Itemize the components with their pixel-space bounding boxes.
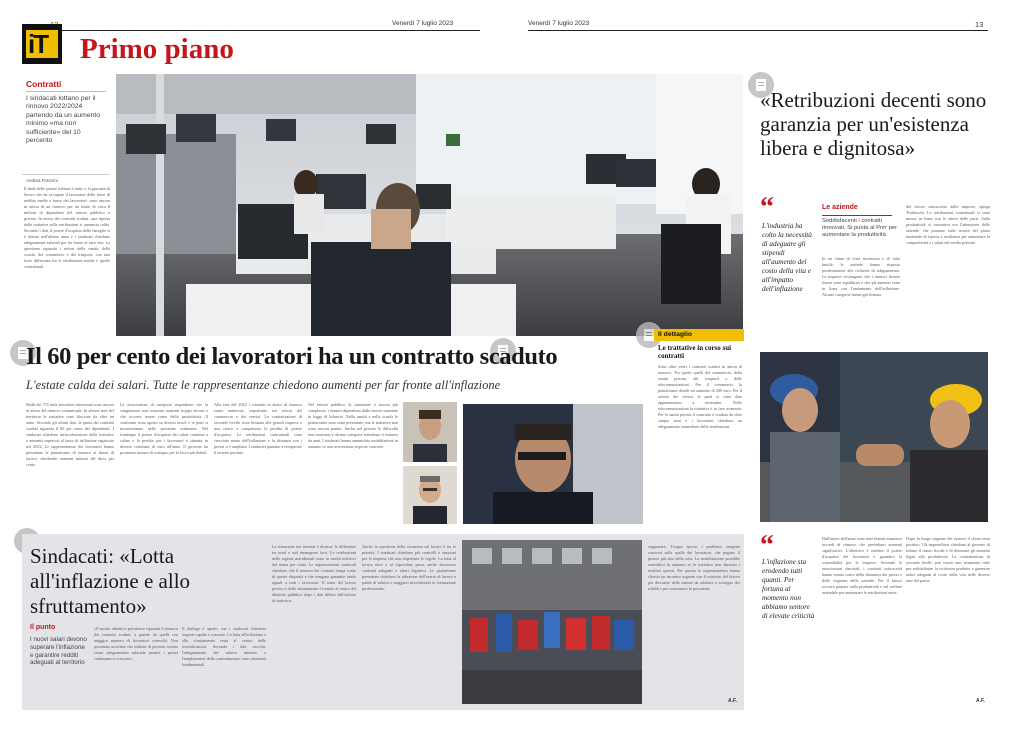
protest-photo [462,540,642,704]
punto-label: Il punto [30,624,56,631]
dettaglio-title: Le trattative in corso sui contratti [658,344,732,360]
right-quote: «Retribuzioni decenti sono garanzia per un'esistenza libera e dignitosa» [760,88,987,160]
aziende-label: Le aziende [822,204,858,211]
quote-mark-icon: “ [760,192,774,223]
sidebar-body-text: Il dado delle piazze italiane è tratto e la giornata di lavoro che ha occupato il lavoratori delle fasce di reddito medie e basse dei lavoratori: sono ancora in attesa di un rinnovo per un totale di circa 8 milioni di dipendenti del settore pubblico e privato. In attesa dei contratti scaduti, una ripresa delle trattative sulle retribuzioni si annuncia calda. Secondo i dati, il potere d'acquisto delle famiglie si è ridotto nell'ultimo anno e i sindacati chiedono adeguamenti salariali per far fronte al caro vita. La questione riguarda i settori della sanità, della scuola, del commercio e dei trasporti, con una forte differenza tra le retribuzioni medie e quelle contrattuali. [24,186,110,269]
signature-left: A.F. [728,698,737,704]
pull-quote-1: L'industria ha colto la necessità di adeguare gli stipendi all'aumento del costo della vita e all'impatto dell'inflazione [762,222,812,293]
bottom-col-2: Il dialogo è aperto, ma i sindacati chiedono risposte rapide e concrete. La lotta all'inflazione e allo sfruttamento resta al centro delle rivendicazioni. Secondo i dati raccolti, l'adeguamento del salario minimo e l'ampliamento della contrattazione sono strumenti fondamentali. [182,626,266,667]
bottom-col-4: Anche la questione della sicurezza sul lavoro è tra le priorità. I sindacati chiedono più controlli e sanzioni per le imprese che non rispettano le regole. La lotta al lavoro nero e al caporalato passa anche attraverso contratti adeguati e salari dignitosi. Le piattaforme presentate chiedono la riduzione dell'orario di lavoro a parità di salario e maggiori investimenti in formazione professionale. [362,544,456,591]
aziende-box [822,204,902,354]
bottom-col-1: «Il nostro obiettivo prioritario riguarda il rinnovo dei contratti scaduti, a partire da quelli con maggior numero di lavoratori coinvolti. Non possiamo accettare che milioni di persone restino senza adeguamento salariale mentre i prezzi continuano a crescere». [94,626,178,661]
office-photo [116,74,743,336]
pull-quote-2: L'inflazione sta erodendo tutti quanti. Per fortuna al momento non abbiamo sentore di elevate criticità [762,558,815,620]
punto-text: I nuovi salari devono superare l'inflazione e garantire redditi adeguati al territorio [30,636,87,667]
main-subhead: L'estate calda dei salari. Tutte le rappresentanze chiedono aumenti per far fronte all'inflazione [26,378,501,392]
signature-right: A.F. [976,698,985,704]
body-column-1: Molti dei 755 mila lavoratori interessati sono ancora in attesa del rinnovo contrattuale. In alcune aree del territorio le trattative sono bloccate da oltre un anno. Secondo gli ultimi dati, la quota dei contratti scaduti riguarda il 60 per cento dei dipendenti. I sindacati chiedono un'accelerazione delle trattative e aumenti superiori al tasso di inflazione registrato nel 2022. Le rappresentanze dei lavoratori hanno presentato le piattaforme di rinnovo ai datori di lavoro, chiedendo aumenti minimi del dieci per cento. [26,402,114,467]
byline: Andrea Franzini [26,178,58,183]
right-lower-col-2: Dopo la lunga stagione dei rinnovi il clima resta positivo. Gli imprenditori chiedono al governo di ridurre il cuneo fiscale e di detassare gli aumenti legati alla produttività. La contrattazione di secondo livello può essere uno strumento utile per redistribuire la ricchezza prodotta e garantire salari adeguati al costo della vita nelle diverse aree del paese. [906,536,990,583]
dettaglio-text: Sono oltre venti i contratti scaduti in attesa di rinnovo. Tra questi quelli del commercio, della sanità privata, dei trasporti e delle telecomunicazioni. Per il commercio la piattaforma chiede un aumento di 200 euro. Per il settore dei servizi le parti si sono date appuntamento a settembre. Nelle telecomunicazioni la trattativa è in fase avanzata. Per la sanità privata il contratto è scaduto da oltre cinque anni e i lavoratori chiedono un adeguamento immediato delle retribuzioni. [658,364,742,429]
section-title: Primo piano [80,33,234,65]
page-number-right: 13 [975,20,984,29]
body-column-2: Le associazioni di categoria rispondono che la congiuntura non consente aumenti troppo elevati e che occorre tenere conto della produttività. Il confronto resta aperto su diversi tavoli e le parti si incontreranno nelle prossime settimane. Nel frattempo il potere d'acquisto dei salari continua a calare e la perdita per i lavoratori è stimata in diverse centinaia di euro all'anno. Il governo ha promesso misure di sostegno per le fasce più deboli. [120,402,208,455]
date-left: Venerdì 7 luglio 2023 [392,20,454,27]
workers-handshake-photo [760,352,988,522]
dettaglio-label: Il dettaglio [654,329,744,341]
sidebar-text: I sindacati lottano per il rinnovo 2022/2024 partendo da un aumento minimo «ma non sufficiente» del 10 percento [26,95,101,145]
aziende-text: Soddisfacenti i contratti rinnovati. Si punta al Pnrr per aumentare la produttività [822,218,898,239]
bottom-headline: Sindacati: «Lotta all'inflazione e allo sfruttamento» [30,544,191,618]
sidebar-label: Contratti [26,79,62,89]
dettaglio-box [654,326,744,526]
portrait-photo-1 [403,402,457,462]
speaker-photo [463,404,643,524]
logo-text: iT [28,29,48,59]
main-headline: Il 60 per cento dei lavoratori ha un contratto scaduto [26,343,558,370]
right-lower-col-1: Dall'inizio dell'anno sono stati firmati numerosi accordi di rinnovo che prevedono aumenti significativi. L'obiettivo è tutelare il potere d'acquisto dei lavoratori e garantire la sostenibilità per le imprese. Secondo le associazioni datoriali, i contratti sottoscritti hanno tenuto conto della dinamica dei prezzi e delle esigenze delle aziende. Per il futuro occorre puntare sulla produttività e sul welfare aziendale per aumentare le retribuzioni nette. [822,536,902,595]
right-body-text: del lavoro sottoscritto dalle imprese, spiega Tiraboschi. Le retribuzioni contrattuali si sono mosse in linea con le attese delle parti. Sulla produttività si concentra ora l'attenzione delle aziende, che puntano sulle risorse del piano nazionale di ripresa e resilienza per aumentare la competitività e i salari nel medio periodo. [906,204,990,245]
body-column-3: Alla fine del 2022 i contratti in attesa di rinnovo erano numerosi, soprattutto nei settori del commercio e dei servizi. La contrattazione di secondo livello resta limitata alle grandi imprese e non riesce a compensare la perdita di potere d'acquisto. Le retribuzioni contrattuali sono cresciute meno dell'inflazione e la distanza con i prezzi si è ampliata. I sindacati puntano a recuperare il terreno perduto. [214,402,302,455]
bottom-col-5: supportare. Troppo spesso i problemi vengono scaricati sulle spalle dei lavoratori, che pagano il prezzo più alto della crisi. La mobilitazione potrebbe estendersi in autunno se le trattative non daranno i risultati sperati. Per questo le organizzazioni hanno chiesto un incontro urgente con il ministro del lavoro per discutere delle misure da adottare a sostegno dei redditi e per contrastare la precarietà. [648,544,740,591]
sidebar-box [22,75,108,167]
body-column-4: Nel settore pubblico la situazione è ancora più complessa: i rinnovi dipendono dalle risorse stanziate in legge di bilancio. Nella sanità e nella scuola le piattaforme sono state presentate, ma le trattative non sono ancora partite. Anche nel privato le difficoltà non mancano e alcune categorie attendono il rinnovo da anni. I sindacati hanno annunciato mobilitazioni in autunno se non arriveranno risposte concrete. [308,402,398,449]
bottom-col-3: La situazione nei territori è diversa: le differenze tra nord e sud rimangono forti. Le retribuzioni nelle regioni meridionali sono in media inferiori del trenta per cento. Le organizzazioni sindacali chiedono che il rinnovo dei contratti tenga conto di queste disparità e che vengano garantite tutele uguali a tutti i lavoratori. Il tema del lavoro povero e dello sfruttamento è tornato al centro del dibattito pubblico dopo i dati diffusi dall'istituto di statistica. [272,544,356,603]
quote-mark-icon: “ [760,530,774,561]
newspaper-logo [22,24,62,64]
portrait-photo-2 [403,466,457,524]
aziende-body: In un clima di forte incertezza e di fatto inutile, le aziende hanno risposto positivamente alle richieste di adeguamento. Le imprese sostengono che i rinnovi firmati finora sono equilibrati e che gli aumenti sono in linea con l'andamento dell'inflazione. Alcune categorie hanno già firmato. [822,256,900,297]
date-right: Venerdì 7 luglio 2023 [528,20,590,27]
